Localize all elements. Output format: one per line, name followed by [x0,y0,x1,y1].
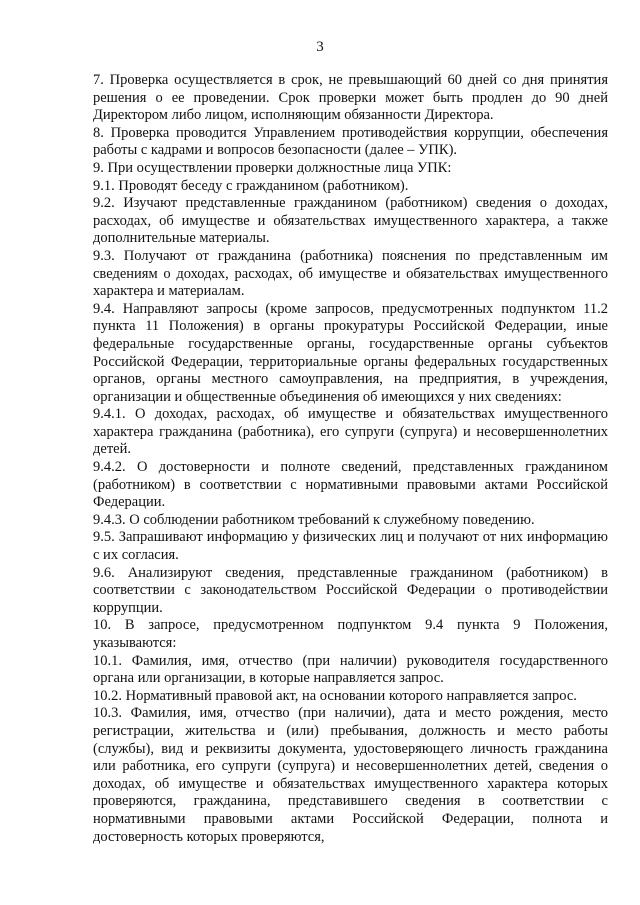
paragraph-9-6: 9.6. Анализируют сведения, представленные гражданином (работником) в соответствии с законодательством Российской Федерации о противодействии коррупции. [93,564,608,616]
paragraph-10-2: 10.2. Нормативный правовой акт, на основании которого направляется запрос. [93,687,577,704]
paragraph-9-4-1: 9.4.1. О доходах, расходах, об имуществе и обязательствах имущественного характера гражданина (работника), его супруги (супруга) и несовершеннолетних детей. [93,406,608,458]
paragraph-9-4: 9.4. Направляют запросы (кроме запросов, предусмотренных подпунктом 11.2 пункта 11 Положения) в органы прокуратуры Российской Федерации, иные федеральные государственные органы, государственные органы субъектов Российской Федерации, территориальные органы федеральных государственных органов, органы местного самоуправления, на предприятия, в учреждения, организации и общественные объединения об имеющихся у них сведениях: [93,300,608,405]
page-number: 3 [316,39,324,55]
paragraph-10-3: 10.3. Фамилия, имя, отчество (при наличии), дата и место рождения, место регистрации, жительства и (или) пребывания, должность и место работы (службы), вид и реквизиты документа, удостоверяющего личность гражданина или работника, его супруги (супруга) и несовершеннолетних детей, сведения о доходах, об имуществе и обязательствах имущественного характера которых проверяются, гражданина, представившего сведения в соответствии с нормативными правовыми актами Российской Федерации, полнота и достоверность которых проверяются, [93,705,608,845]
paragraph-9-4-2: 9.4.2. О достоверности и полноте сведений, представленных гражданином (работником) в соответствии с нормативными правовыми актами Российской Федерации. [93,459,608,511]
document-body [93,72,608,846]
paragraph-9-3: 9.3. Получают от гражданина (работника) пояснения по представленным им сведениям о доходах, расходах, об имуществе и обязательствах имущественного характера и материалам. [93,247,608,300]
paragraph-10-1: 10.1. Фамилия, имя, отчество (при наличии) руководителя государственного органа или организации, в которые направляется запрос. [93,652,608,687]
paragraph-8: 8. Проверка проводится Управлением противодействия коррупции, обеспечения работы с кадрами и вопросов безопасности (далее – УПК). [93,124,608,159]
paragraph-9-1: 9.1. Проводят беседу с гражданином (работником). [93,177,409,194]
paragraph-7: 7. Проверка осуществляется в срок, не превышающий 60 дней со дня принятия решения о ее проведении. Срок проверки может быть продлен до 90 дней Директором либо лицом, исполняющим обязанности Директора. [93,72,608,124]
paragraph-9-2: 9.2. Изучают представленные гражданином (работником) сведения о доходах, расходах, об имуществе и обязательствах имущественного характера, а также дополнительные материалы. [93,195,608,247]
paragraph-9-4-3: 9.4.3. О соблюдении работником требований к служебному поведению. [93,511,535,528]
paragraph-9-5: 9.5. Запрашивают информацию у физических лиц и получают от них информацию с их согласия. [93,529,608,564]
paragraph-9: 9. При осуществлении проверки должностные лица УПК: [93,159,452,176]
paragraph-10: 10. В запросе, предусмотренном подпунктом 9.4 пункта 9 Положения, указываются: [93,617,608,651]
